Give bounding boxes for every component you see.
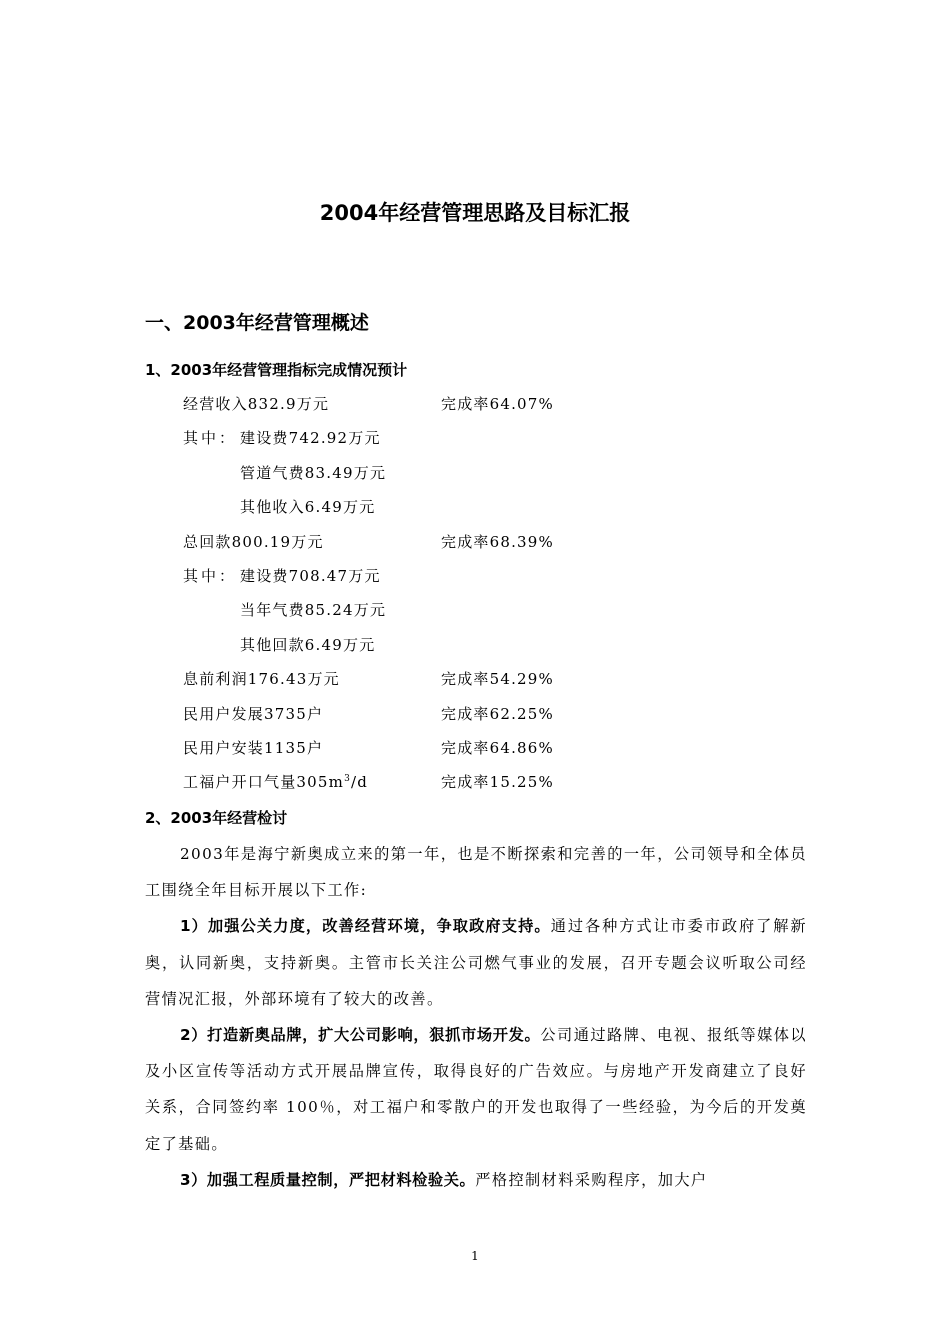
metric-label-prefix: 其中： [183,566,238,585]
review-body [145,836,807,1198]
metric-label-superscript: 3 [344,774,351,785]
subsection-heading-2: 2、2003年经营检讨 [145,809,288,827]
metric-row [0,391,950,425]
metric-rate: 完成率64.86% [441,738,554,757]
metric-row [0,666,950,700]
metric-row [0,460,950,494]
metric-row [0,735,950,769]
metric-label: 工福户开口气量305m [183,773,345,792]
paragraph-lead: 1）加强公关力度，改善经营环境，争取政府支持。 [179,917,551,936]
metric-label-group [183,769,368,795]
paragraph [145,1162,807,1198]
page-number: 1 [471,1249,479,1263]
paragraph-text: 严格控制材料采购程序，加大户 [475,1170,708,1189]
metric-rate: 完成率68.39% [441,532,554,551]
metric-rate: 完成率64.07% [441,395,554,413]
paragraph [145,1017,807,1162]
paragraph [145,908,807,1017]
metric-row [0,494,950,528]
metric-label-suffix: /d [351,773,369,792]
paragraph-text: 2003年是海宁新奥成立来的第一年，也是不断探索和完善的一年，公司领导和全体员工围绕全年目标开展以下工作: [145,845,807,900]
metric-label: 当年气费85.24万元 [240,601,387,620]
metric-label: 总回款800.19万元 [183,532,324,551]
metric-label: 建设费742.92万元 [240,429,381,448]
metric-label-prefix: 其中： [183,429,238,448]
subsection-heading-1: 1、2003年经营管理指标完成情况预计 [145,361,408,379]
metric-row [0,632,950,666]
paragraph-lead: 3）加强工程质量控制，严把材料检验关。 [179,1170,476,1189]
metric-row [0,769,950,803]
metric-label: 民用户发展3735户 [183,704,324,723]
metric-rate: 完成率62.25% [441,704,554,723]
metric-label: 管道气费83.49万元 [240,463,387,482]
section-heading: 一、2003年经营管理概述 [145,312,369,334]
metric-label: 民用户安装1135户 [183,738,324,757]
paragraph-text: 通过各种方式让市委市政府了解新奥，认同新奥，支持新奥。主管市长关注公司燃气事业的发展，召开专题会议听取公司经营情况汇报，外部环境有了较大的改善。 [145,917,807,1008]
paragraph [145,836,807,908]
metric-rate: 完成率15.25% [441,773,554,792]
metric-row [0,425,950,459]
paragraph-lead: 2）打造新奥品牌，扩大公司影响，狠抓市场开发。 [179,1026,541,1045]
paragraph-text: 公司通过路牌、电视、报纸等媒体以及小区宣传等活动方式开展品牌宣传，取得良好的广告效应。与房地产开发商建立了良好关系，合同签约率 100％，对工福户和零散户的开发也取得了一些经验，为今后的开发奠定了基础。 [145,1026,807,1153]
metrics-list [0,391,950,804]
metric-row [0,597,950,631]
metric-label: 经营收入832.9万元 [183,395,330,413]
document-title: 2004年经营管理思路及目标汇报 [319,201,631,225]
metric-label: 其他收入6.49万元 [240,498,376,517]
metric-row [0,529,950,563]
metric-rate: 完成率54.29% [441,670,554,689]
metric-label: 建设费708.47万元 [240,566,381,585]
metric-label: 其他回款6.49万元 [240,635,376,654]
metric-row [0,563,950,597]
metric-row [0,701,950,735]
metric-label: 息前利润176.43万元 [183,670,340,689]
